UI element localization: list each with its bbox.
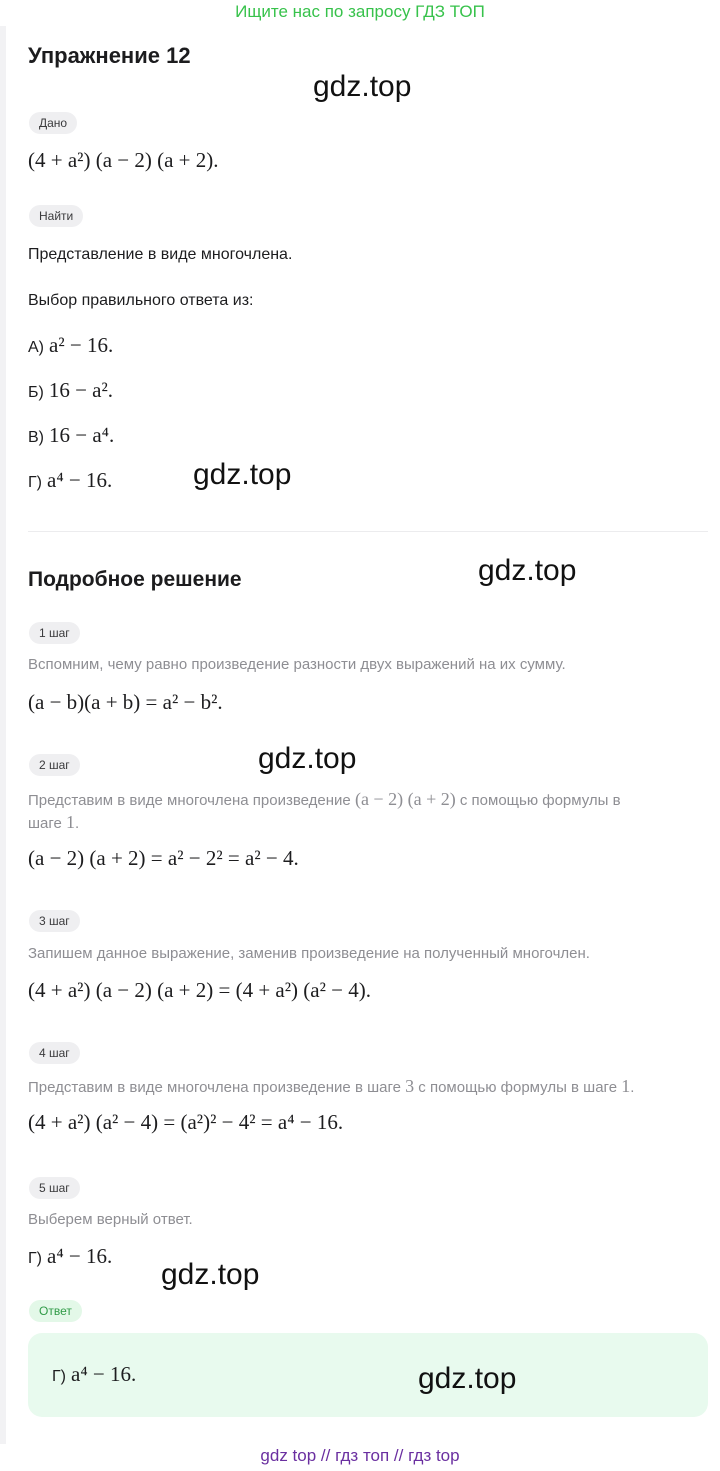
step-4-text: Представим в виде многочлена произведение в шаге 3 с помощью формулы в шаге 1. — [28, 1076, 635, 1096]
step-2-text-line2-before: шаге — [28, 815, 62, 832]
answer-content — [52, 1362, 136, 1387]
watermark: gdz.top — [161, 1258, 260, 1291]
option-a — [28, 333, 113, 358]
answer-label: Ответ — [29, 1300, 82, 1322]
option-g-letter: Г) — [28, 474, 42, 491]
watermark: gdz.top — [478, 554, 577, 587]
step-1-label: 1 шаг — [29, 622, 80, 644]
option-v-letter: В) — [28, 429, 44, 446]
footer-links[interactable]: gdz top // гдз топ // гдз top — [260, 1446, 460, 1465]
step-5-text: Выберем верный ответ. — [28, 1211, 193, 1228]
option-v — [28, 423, 114, 448]
watermark: gdz.top — [258, 742, 357, 775]
step-5-formula: a⁴ − 16. — [47, 1244, 113, 1268]
step-5-letter: Г) — [28, 1250, 42, 1267]
step-2-text-line1 — [28, 789, 621, 810]
step-4-label: 4 шаг — [29, 1042, 80, 1064]
option-b — [28, 378, 113, 403]
watermark: gdz.top — [418, 1362, 517, 1395]
exercise-title: Упражнение 12 — [28, 43, 191, 68]
step-2-text-after: с помощью формулы в — [459, 792, 621, 809]
given-label: Дано — [29, 112, 77, 134]
step-4-text-mid: с помощью формулы в шаге — [418, 1079, 618, 1096]
watermark: gdz.top — [313, 70, 412, 103]
step-3-text: Запишем данное выражение, заменив произведение на полученный многочлен. — [28, 945, 590, 962]
find-label: Найти — [29, 205, 83, 227]
find-task: Представление в виде многочлена. — [28, 246, 293, 263]
step-5-answer — [28, 1244, 112, 1269]
step-4-text-before: Представим в виде многочлена произведение в шаге — [28, 1079, 401, 1096]
option-b-letter: Б) — [28, 384, 44, 401]
step-2-formula: (a − 2) (a + 2) = a² − 2² = a² − 4. — [28, 846, 299, 870]
step-3-label: 3 шаг — [29, 910, 80, 932]
step-5-label: 5 шаг — [29, 1177, 80, 1199]
watermark: gdz.top — [193, 458, 292, 491]
step-4-text-num1: 3 — [405, 1076, 415, 1096]
step-3-formula: (4 + a²) (a − 2) (a + 2) = (4 + a²) (a² − 4). — [28, 978, 371, 1002]
option-g-expr: a⁴ − 16. — [47, 468, 113, 492]
option-a-expr: a² − 16. — [49, 333, 114, 357]
section-divider — [28, 531, 708, 532]
step-2-text-line2-num: 1 — [66, 812, 76, 832]
left-rail — [0, 26, 6, 1444]
answer-letter: Г) — [52, 1368, 66, 1385]
step-2-text-line2: шаге 1. — [28, 812, 80, 832]
option-b-expr: 16 − a². — [48, 378, 114, 402]
find-choose: Выбор правильного ответа из: — [28, 292, 254, 309]
step-1-text: Вспомним, чему равно произведение разности двух выражений на их сумму. — [28, 656, 566, 673]
top-banner[interactable]: Ищите нас по запросу ГДЗ ТОП — [235, 2, 485, 21]
option-a-letter: А) — [28, 339, 44, 356]
step-4-formula: (4 + a²) (a² − 4) = (a²)² − 4² = a⁴ − 16. — [28, 1110, 344, 1134]
answer-expr: a⁴ − 16. — [71, 1362, 137, 1386]
step-2-text-before: Представим в виде многочлена произведение — [28, 792, 351, 809]
step-4-text-num2: 1 — [621, 1076, 631, 1096]
option-v-expr: 16 − a⁴. — [49, 423, 115, 447]
step-2-text-expr: (a − 2) (a + 2) — [354, 789, 456, 809]
option-g — [28, 468, 112, 493]
step-2-label: 2 шаг — [29, 754, 80, 776]
given-expression: (4 + a²) (a − 2) (a + 2). — [28, 148, 219, 172]
solution-title: Подробное решение — [28, 568, 242, 591]
step-1-formula: (a − b)(a + b) = a² − b². — [28, 690, 223, 714]
